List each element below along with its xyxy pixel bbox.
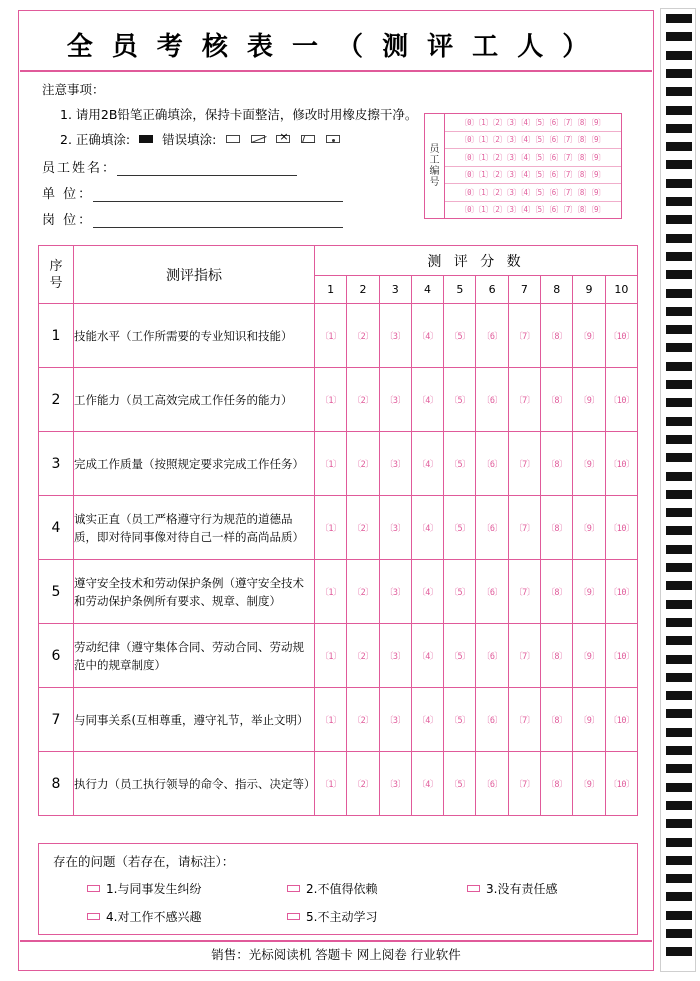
cross-box-icon — [276, 135, 290, 143]
bubble-cell-6[interactable]: 〔6〕 — [476, 560, 508, 624]
bubble-cell-4[interactable]: 〔4〕 — [411, 432, 443, 496]
problem-option-5[interactable] — [287, 908, 467, 925]
bubble-cell-5[interactable]: 〔5〕 — [444, 624, 476, 688]
bubble-cell-1[interactable]: 〔1〕 — [315, 688, 347, 752]
header-col-5: 5 — [444, 276, 476, 304]
bubble-group[interactable]: 〔0〕〔1〕〔2〕〔3〕〔4〕〔5〕〔6〕〔7〕〔8〕〔9〕 — [460, 205, 606, 215]
timing-mark — [666, 69, 692, 78]
field-employee-name[interactable] — [42, 157, 297, 176]
bubble-cell-4[interactable]: 〔4〕 — [411, 496, 443, 560]
bubble-group[interactable]: 〔0〕〔1〕〔2〕〔3〕〔4〕〔5〕〔6〕〔7〕〔8〕〔9〕 — [460, 135, 606, 145]
bubble-cell-8[interactable]: 〔8〕 — [541, 368, 573, 432]
row-indicator: 与同事关系(互相尊重，遵守礼节，举止文明） — [74, 688, 315, 752]
footer-divider — [20, 940, 652, 942]
bubble-cell-10[interactable]: 〔10〕 — [605, 496, 637, 560]
bubble-cell-8[interactable]: 〔8〕 — [541, 560, 573, 624]
timing-mark — [666, 636, 692, 645]
bubble-cell-4[interactable]: 〔4〕 — [411, 560, 443, 624]
header-col-10: 10 — [605, 276, 637, 304]
bubble-cell-9[interactable]: 〔9〕 — [573, 368, 605, 432]
wrong-fill-examples — [226, 135, 340, 143]
field-employee-name-line[interactable] — [117, 160, 297, 176]
row-seq: 5 — [39, 560, 74, 624]
bubble-cell-10[interactable]: 〔10〕 — [605, 432, 637, 496]
timing-mark — [666, 783, 692, 792]
bubble-cell-7[interactable]: 〔7〕 — [508, 624, 540, 688]
bubble-cell-4[interactable]: 〔4〕 — [411, 368, 443, 432]
bubble-cell-3[interactable]: 〔3〕 — [379, 432, 411, 496]
field-post-label: 岗 位： — [42, 213, 94, 228]
timing-mark — [666, 874, 692, 883]
timing-mark — [666, 417, 692, 426]
employee-id-label: 员 工 编 号 — [425, 114, 445, 218]
bubble-cell-7[interactable]: 〔7〕 — [508, 496, 540, 560]
table-row — [39, 304, 638, 368]
check-box-icon — [301, 135, 315, 143]
timing-mark — [666, 728, 692, 737]
bubble-cell-8[interactable]: 〔8〕 — [541, 688, 573, 752]
problems-row-2 — [53, 908, 623, 925]
bubble-cell-1[interactable]: 〔1〕 — [315, 432, 347, 496]
bubble-cell-6[interactable]: 〔6〕 — [476, 752, 508, 816]
timing-mark — [666, 929, 692, 938]
bubble-cell-8[interactable]: 〔8〕 — [541, 432, 573, 496]
bubble-cell-1[interactable]: 〔1〕 — [315, 304, 347, 368]
timing-mark — [666, 142, 692, 151]
employee-id-rows — [445, 114, 621, 218]
bubble-group[interactable]: 〔0〕〔1〕〔2〕〔3〕〔4〕〔5〕〔6〕〔7〕〔8〕〔9〕 — [460, 117, 606, 127]
field-employee-name-label: 员工姓名： — [42, 161, 118, 176]
bubble-cell-7[interactable]: 〔7〕 — [508, 752, 540, 816]
bubble-cell-6[interactable]: 〔6〕 — [476, 304, 508, 368]
problems-title: 存在的问题（若存在，请标注）： — [53, 854, 235, 869]
bubble-cell-10[interactable]: 〔10〕 — [605, 752, 637, 816]
table-row — [39, 368, 638, 432]
bubble-cell-8[interactable]: 〔8〕 — [541, 304, 573, 368]
timing-mark — [666, 362, 692, 371]
problems-section — [38, 843, 638, 935]
timing-mark — [666, 289, 692, 298]
row-seq: 8 — [39, 752, 74, 816]
timing-mark — [666, 655, 692, 664]
bubble-cell-6[interactable]: 〔6〕 — [476, 368, 508, 432]
footer-text: 销售：光标阅读机 答题卡 网上阅卷 行业软件 — [211, 947, 461, 962]
timing-mark — [666, 600, 692, 609]
timing-mark — [666, 892, 692, 901]
bubble-cell-4[interactable]: 〔4〕 — [411, 304, 443, 368]
bubble-cell-4[interactable]: 〔4〕 — [411, 752, 443, 816]
employee-id-row[interactable] — [445, 149, 621, 167]
row-indicator: 技能水平（工作所需要的专业知识和技能） — [74, 304, 315, 368]
header-indicator: 测评指标 — [74, 246, 315, 304]
timing-mark — [666, 179, 692, 188]
bubble-cell-9[interactable]: 〔9〕 — [573, 304, 605, 368]
table-row — [39, 432, 638, 496]
bubble-group[interactable]: 〔0〕〔1〕〔2〕〔3〕〔4〕〔5〕〔6〕〔7〕〔8〕〔9〕 — [460, 152, 606, 162]
timing-mark — [666, 398, 692, 407]
bubble-cell-3[interactable]: 〔3〕 — [379, 624, 411, 688]
evaluation-table — [38, 245, 638, 816]
bubble-group[interactable]: 〔0〕〔1〕〔2〕〔3〕〔4〕〔5〕〔6〕〔7〕〔8〕〔9〕 — [460, 187, 606, 197]
timing-mark — [666, 746, 692, 755]
table-row — [39, 688, 638, 752]
bubble-cell-2[interactable]: 〔2〕 — [347, 624, 379, 688]
timing-mark — [666, 673, 692, 682]
timing-mark — [666, 124, 692, 133]
bubble-cell-3[interactable]: 〔3〕 — [379, 368, 411, 432]
bubble-cell-4[interactable]: 〔4〕 — [411, 688, 443, 752]
note-wrong-label: 错误填涂: — [162, 132, 217, 147]
slash-box-icon — [251, 135, 265, 143]
timing-mark — [666, 160, 692, 169]
timing-mark — [666, 911, 692, 920]
problem-option-2-label: 2.不值得依赖 — [306, 882, 378, 896]
timing-mark — [666, 618, 692, 627]
timing-mark — [666, 215, 692, 224]
timing-mark — [666, 32, 692, 41]
bubble-cell-10[interactable]: 〔10〕 — [605, 688, 637, 752]
timing-mark — [666, 380, 692, 389]
timing-mark — [666, 435, 692, 444]
bubble-cell-10[interactable]: 〔10〕 — [605, 304, 637, 368]
row-indicator: 遵守安全技术和劳动保护条例（遵守安全技术和劳动保护条例所有要求、规章、制度） — [74, 560, 315, 624]
timing-mark — [666, 947, 692, 956]
bubble-cell-9[interactable]: 〔9〕 — [573, 752, 605, 816]
bubble-cell-8[interactable]: 〔8〕 — [541, 752, 573, 816]
timing-mark — [666, 545, 692, 554]
bubble-cell-2[interactable]: 〔2〕 — [347, 432, 379, 496]
note-item-2 — [60, 130, 340, 148]
row-seq: 7 — [39, 688, 74, 752]
row-seq: 2 — [39, 368, 74, 432]
problem-option-3-label: 3.没有责任感 — [486, 882, 558, 896]
employee-id-row[interactable] — [445, 184, 621, 202]
row-seq: 3 — [39, 432, 74, 496]
table-row — [39, 496, 638, 560]
bubble-cell-2[interactable]: 〔2〕 — [347, 304, 379, 368]
bubble-cell-9[interactable]: 〔9〕 — [573, 560, 605, 624]
bubble-cell-2[interactable]: 〔2〕 — [347, 560, 379, 624]
bubble-cell-5[interactable]: 〔5〕 — [444, 432, 476, 496]
note-item-1: 1. 请用2B铅笔正确填涂，保持卡面整洁，修改时用橡皮擦干净。 — [60, 107, 418, 122]
row-indicator: 完成工作质量（按照规定要求完成工作任务） — [74, 432, 315, 496]
table-header-row-1 — [39, 246, 638, 276]
header-col-4: 4 — [411, 276, 443, 304]
field-post[interactable] — [42, 209, 343, 228]
row-seq: 1 — [39, 304, 74, 368]
timing-mark — [666, 453, 692, 462]
bubble-cell-5[interactable]: 〔5〕 — [444, 560, 476, 624]
header-col-2: 2 — [347, 276, 379, 304]
timing-mark — [666, 581, 692, 590]
bubble-cell-9[interactable]: 〔9〕 — [573, 496, 605, 560]
timing-mark — [666, 106, 692, 115]
header-seq — [39, 246, 74, 304]
timing-track — [666, 14, 692, 966]
bubble-cell-1[interactable]: 〔1〕 — [315, 624, 347, 688]
timing-mark — [666, 819, 692, 828]
problems-row-1 — [53, 880, 623, 897]
bubble-cell-1[interactable]: 〔1〕 — [315, 368, 347, 432]
notes-heading: 注意事项： — [42, 82, 105, 97]
employee-id-row[interactable] — [445, 167, 621, 185]
bubble-cell-2[interactable]: 〔2〕 — [347, 688, 379, 752]
correct-fill-icon — [139, 135, 153, 143]
table-row — [39, 560, 638, 624]
bubble-cell-6[interactable]: 〔6〕 — [476, 688, 508, 752]
note-correct-label: 2. 正确填涂: — [60, 132, 131, 147]
bubble-cell-5[interactable]: 〔5〕 — [444, 304, 476, 368]
employee-id-row[interactable] — [445, 114, 621, 132]
bubble-cell-1[interactable]: 〔1〕 — [315, 752, 347, 816]
problem-option-2[interactable] — [287, 880, 467, 897]
employee-id-row[interactable] — [445, 202, 621, 219]
field-post-line[interactable] — [93, 212, 343, 228]
bubble-cell-5[interactable]: 〔5〕 — [444, 752, 476, 816]
timing-mark — [666, 563, 692, 572]
row-indicator: 执行力（员工执行领导的命令、指示、决定等） — [74, 752, 315, 816]
row-seq: 6 — [39, 624, 74, 688]
checkbox-icon[interactable] — [287, 885, 300, 892]
bubble-cell-3[interactable]: 〔3〕 — [379, 496, 411, 560]
timing-mark — [666, 764, 692, 773]
checkbox-icon[interactable] — [87, 913, 100, 920]
bubble-group[interactable]: 〔0〕〔1〕〔2〕〔3〕〔4〕〔5〕〔6〕〔7〕〔8〕〔9〕 — [460, 170, 606, 180]
bubble-cell-9[interactable]: 〔9〕 — [573, 624, 605, 688]
bubble-cell-7[interactable]: 〔7〕 — [508, 368, 540, 432]
bubble-cell-3[interactable]: 〔3〕 — [379, 752, 411, 816]
header-col-1: 1 — [315, 276, 347, 304]
timing-mark — [666, 343, 692, 352]
bubble-cell-9[interactable]: 〔9〕 — [573, 432, 605, 496]
bubble-cell-10[interactable]: 〔10〕 — [605, 368, 637, 432]
timing-mark — [666, 234, 692, 243]
bubble-cell-5[interactable]: 〔5〕 — [444, 688, 476, 752]
timing-mark — [666, 87, 692, 96]
timing-mark — [666, 197, 692, 206]
bubble-cell-7[interactable]: 〔7〕 — [508, 688, 540, 752]
employee-id-row[interactable] — [445, 132, 621, 150]
bubble-cell-5[interactable]: 〔5〕 — [444, 368, 476, 432]
timing-mark — [666, 838, 692, 847]
timing-mark — [666, 801, 692, 810]
bubble-cell-1[interactable]: 〔1〕 — [315, 496, 347, 560]
bubble-cell-2[interactable]: 〔2〕 — [347, 752, 379, 816]
table-row — [39, 624, 638, 688]
header-seq-line1: 序 — [49, 258, 63, 274]
timing-mark — [666, 51, 692, 60]
header-col-9: 9 — [573, 276, 605, 304]
header-col-7: 7 — [508, 276, 540, 304]
header-col-6: 6 — [476, 276, 508, 304]
bubble-cell-9[interactable]: 〔9〕 — [573, 688, 605, 752]
timing-mark — [666, 856, 692, 865]
checkbox-icon[interactable] — [87, 885, 100, 892]
field-unit[interactable] — [42, 183, 343, 202]
problem-option-1-label: 1.与同事发生纠纷 — [106, 882, 202, 896]
bubble-cell-6[interactable]: 〔6〕 — [476, 624, 508, 688]
bubble-cell-2[interactable]: 〔2〕 — [347, 368, 379, 432]
bubble-cell-7[interactable]: 〔7〕 — [508, 560, 540, 624]
bubble-cell-10[interactable]: 〔10〕 — [605, 560, 637, 624]
timing-mark — [666, 472, 692, 481]
bubble-cell-7[interactable]: 〔7〕 — [508, 432, 540, 496]
header-col-8: 8 — [541, 276, 573, 304]
bubble-cell-1[interactable]: 〔1〕 — [315, 560, 347, 624]
timing-mark — [666, 307, 692, 316]
header-seq-line2: 号 — [49, 275, 63, 291]
timing-mark — [666, 325, 692, 334]
dot-box-icon — [326, 135, 340, 143]
header-col-3: 3 — [379, 276, 411, 304]
bubble-cell-3[interactable]: 〔3〕 — [379, 560, 411, 624]
bubble-cell-4[interactable]: 〔4〕 — [411, 624, 443, 688]
bubble-cell-5[interactable]: 〔5〕 — [444, 496, 476, 560]
bubble-cell-2[interactable]: 〔2〕 — [347, 496, 379, 560]
field-unit-line[interactable] — [93, 186, 343, 202]
timing-mark — [666, 526, 692, 535]
problem-option-5-label: 5.不主动学习 — [306, 910, 378, 924]
bubble-cell-8[interactable]: 〔8〕 — [541, 624, 573, 688]
bubble-cell-7[interactable]: 〔7〕 — [508, 304, 540, 368]
timing-mark — [666, 709, 692, 718]
problem-option-1[interactable] — [87, 880, 287, 897]
row-indicator: 劳动纪律（遵守集体合同、劳动合同、劳动规范中的规章制度） — [74, 624, 315, 688]
timing-mark — [666, 270, 692, 279]
bubble-cell-6[interactable]: 〔6〕 — [476, 432, 508, 496]
title-divider — [20, 70, 652, 72]
bubble-cell-10[interactable]: 〔10〕 — [605, 624, 637, 688]
timing-mark — [666, 252, 692, 261]
row-indicator: 工作能力（员工高效完成工作任务的能力） — [74, 368, 315, 432]
bubble-cell-3[interactable]: 〔3〕 — [379, 688, 411, 752]
problem-option-4[interactable] — [87, 908, 287, 925]
field-unit-label: 单 位： — [42, 187, 94, 202]
timing-mark — [666, 14, 692, 23]
table-row — [39, 752, 638, 816]
header-score: 测 评 分 数 — [315, 246, 638, 276]
timing-mark — [666, 691, 692, 700]
row-seq: 4 — [39, 496, 74, 560]
bubble-cell-3[interactable]: 〔3〕 — [379, 304, 411, 368]
timing-mark — [666, 490, 692, 499]
problem-option-4-label: 4.对工作不感兴趣 — [106, 910, 202, 924]
problem-option-3[interactable] — [467, 880, 557, 897]
page-title: 全 员 考 核 表 一 （ 测 评 工 人 ） — [66, 32, 594, 62]
bubble-cell-8[interactable]: 〔8〕 — [541, 496, 573, 560]
empty-box-icon — [226, 135, 240, 143]
employee-id-block[interactable] — [424, 113, 622, 219]
row-indicator: 诚实正直（员工严格遵守行为规范的道德品质，即对待同事像对待自己一样的高尚品质） — [74, 496, 315, 560]
timing-mark — [666, 508, 692, 517]
bubble-cell-6[interactable]: 〔6〕 — [476, 496, 508, 560]
checkbox-icon[interactable] — [467, 885, 480, 892]
checkbox-icon[interactable] — [287, 913, 300, 920]
